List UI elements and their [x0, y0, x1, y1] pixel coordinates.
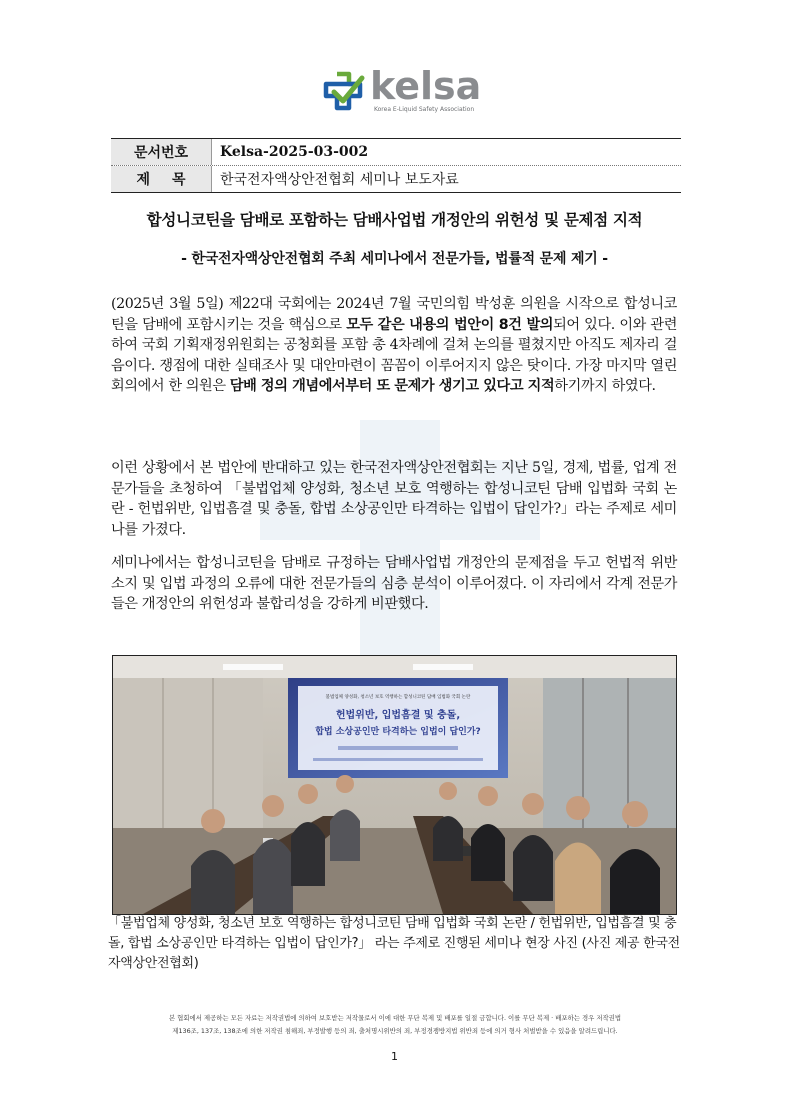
kelsa-logo	[322, 64, 502, 118]
doc-number-value: Kelsa-2025-03-002	[220, 144, 369, 160]
banner-line-1: 불법업체 양성화, 청소년 보호 역행하는 합성니코틴 담배 입법화 국회 논란	[325, 695, 471, 700]
p1-text-c: 하기까지 하였다.	[554, 378, 656, 394]
doc-title-label: 제목	[111, 166, 212, 192]
footer-line-1: 본 협회에서 제공하는 모든 자료는 저작권법에 의하여 보호받는 저작물로서 이에 대한 무단 복제 및 배포를 일절 금합니다. 이를 무단 복제 · 배포하는 경우 저작권법	[168, 1014, 622, 1022]
logo-subtitle: Korea E-Liquid Safety Association	[374, 106, 475, 113]
banner-line-3: 합법 소상공인만 타격하는 입법이 답인가?	[315, 727, 481, 737]
p1-text-b: 되어 있다. 이와 관련하여 국회 기획재정위원회는 공청회를 포함 총 4차례에 걸쳐 논의를 펼쳤지만 아직도 제자리 걸음이다. 쟁점에 대한 실태조사 및 대안마련이 꼼꼼이 이루어지지 않은 탓이다. 가장 마지막 열린 회의에서 한 의원은	[111, 316, 678, 394]
p1-text-a: (2025년 3월 5일) 제22대 국회에는 2024년 7월 국민의힘 박성훈 의원을 시작으로 합성니코틴을 담배에 포함시키는 것을 핵심으로	[111, 296, 677, 333]
p1-bold-b: 담배 정의 개념에서부터 또 문제가 생기고 있다고 지적	[229, 378, 555, 394]
press-subheadline: - 한국전자액상안전협회 주최 세미나에서 전문가들, 법률적 문제 제기 -	[181, 251, 608, 267]
press-headline: 합성니코틴을 담배로 포함하는 담배사업법 개정안의 위헌성 및 문제점 지적	[146, 211, 643, 229]
paragraph-3: 세미나에서는 합성니코틴을 담배로 규정하는 담배사업법 개정안의 문제점을 두고 헌법적 위반 소지 및 입법 과정의 오류에 대한 전문가들의 심층 분석이 이루어졌다. 이 자리에서 각계 전문가들은 개정안의 위헌성과 불합리성을 강하게 비판했다.	[111, 555, 677, 612]
seminar-banner	[288, 678, 508, 778]
doc-title-value: 한국전자액상안전협회 세미나 보도자료	[220, 172, 459, 188]
paragraph-1	[111, 294, 677, 397]
doc-number-row	[111, 139, 681, 166]
document-info-table	[111, 138, 681, 193]
kelsa-cross-icon	[322, 70, 368, 116]
photo-caption: 「불법업체 양성화, 청소년 보호 역행하는 합성니코틴 담배 입법화 국회 논란 / 헌법위반, 입법흠결 및 충돌, 합법 소상공인만 타격하는 입법이 답인가?」 라는 주제로 진행된 세미나 현장 사진 (사진 제공 한국전자액상안전협회)	[108, 916, 680, 971]
paragraph-2: 이런 상황에서 본 법안에 반대하고 있는 한국전자액상안전협회는 지난 5일, 경제, 법률, 업계 전문가들을 초청하여 「불법업체 양성화, 청소년 보호 역행하는 합성니코틴 담배 입법화 국회 논란 - 헌법위반, 입법흠결 및 충돌, 합법 소상공인만 타격하는 입법이 답인가?」라는 주제로 세미나를 가졌다.	[111, 460, 677, 538]
copyright-footer	[100, 1012, 690, 1038]
logo-wordmark: kelsa	[370, 64, 482, 108]
page-number: 1	[391, 1050, 398, 1063]
p1-bold-a: 모두 같은 내용의 법안이 8건 발의	[346, 316, 554, 333]
banner-line-2: 헌법위반, 입법흠결 및 충돌,	[335, 710, 461, 721]
seminar-photo	[112, 655, 677, 915]
doc-number-label: 문서번호	[111, 139, 212, 165]
footer-line-2: 제136조, 137조, 138조에 의한 저작권 침해죄, 부정발행 등의 죄, 출처명시위반의 죄, 부정경쟁방지법 위반죄 등에 의거 형사 처벌받을 수 있음을 알려드립니다.	[172, 1027, 618, 1035]
doc-title-row	[111, 166, 681, 193]
